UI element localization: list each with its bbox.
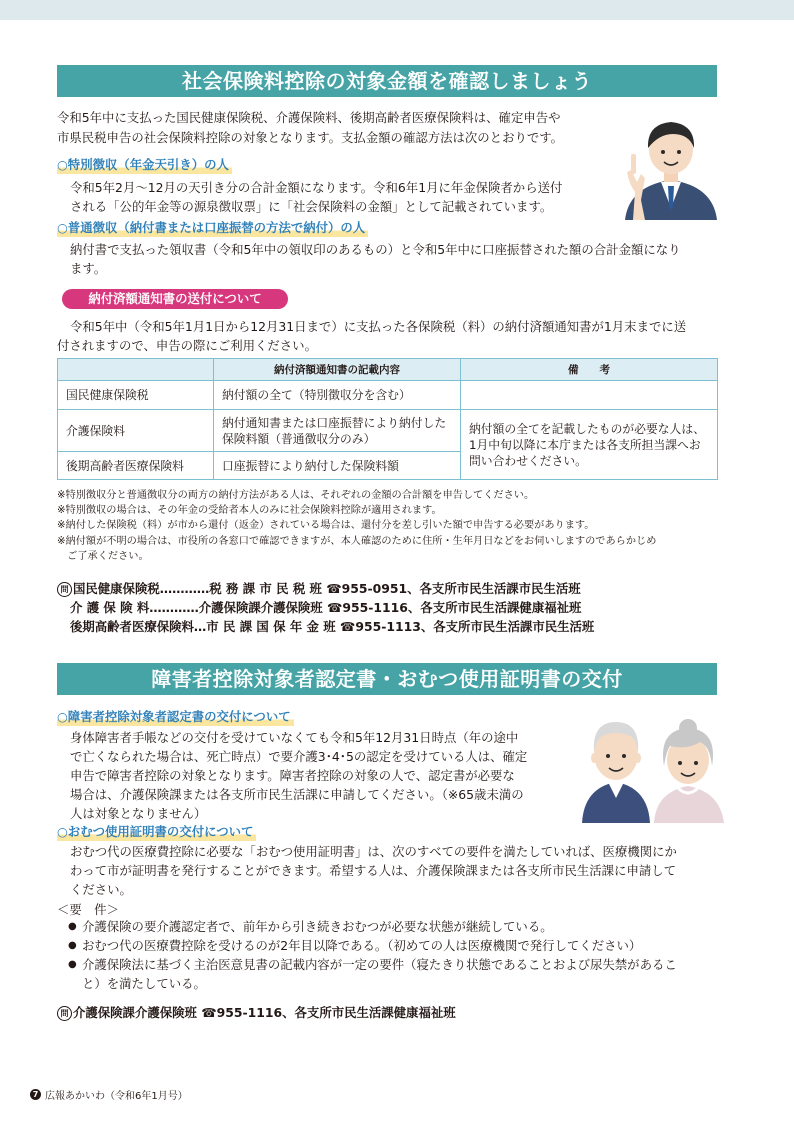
table-header-blank xyxy=(58,359,214,381)
top-band xyxy=(0,0,794,20)
table-cell-content: 納付通知書または口座振替により納付した保険料額（普通徴収分のみ） xyxy=(214,410,461,452)
section1-title: 社会保険料控除の対象金額を確認しましょう xyxy=(57,65,717,97)
table-cell-name: 後期高齢者医療保険料 xyxy=(58,452,214,480)
note-item: ※特別徴収の場合は、その年金の受給者本人のみに社会保険料控除が適用されます。 xyxy=(57,505,442,517)
contact-line: 後期高齢者医療保険料…市 民 課 国 保 年 金 班 ☎955-1113、各支所市民生活課市民生活班 xyxy=(70,619,595,634)
notice-line2: 付されますので、申告の際にご利用ください。 xyxy=(57,338,317,353)
notice-tag: 納付済額通知書の送付について xyxy=(62,289,288,309)
ordinary-collection-line1: 納付書で支払った領収書（令和5年中の領収印のあるもの）と令和5年中に口座振替された額の合計金額になり xyxy=(70,242,681,257)
note-item: ※特別徴収分と普通徴収分の両方の納付方法がある人は、それぞれの金額の合計額を申告してください。 xyxy=(57,490,535,501)
note-item: ご了承ください。 xyxy=(57,550,149,562)
section1-contacts xyxy=(57,579,594,636)
list-item: ● 介護保険法に基づく主治医意見書の記載内容が一定の要件（寝たきり状態であることおよび尿失禁があるこ と）を満たしている。 xyxy=(68,955,728,993)
table-cell-name: 国民健康保険税 xyxy=(58,381,214,410)
footer-publication: 広報あかいわ（令和6年1月号） xyxy=(45,1091,188,1102)
table-header-content: 納付済額通知書の記載内容 xyxy=(214,359,461,381)
payment-notice-table xyxy=(57,358,718,480)
notice-line1: 令和5年中（令和5年1月1日から12月31日まで）に支払った各保険税（料）の納付済額通知書が1月末までに送 xyxy=(70,319,687,334)
requirements-heading: ＜要 件＞ xyxy=(57,902,119,917)
table-cell-name: 介護保険料 xyxy=(58,410,214,452)
inquiry-mark-icon: 問 xyxy=(57,1006,72,1021)
requirements-list xyxy=(68,917,728,993)
section1-intro-line2: 市県民税申告の社会保険料控除の対象となります。支払金額の確認方法は次のとおりです。 xyxy=(57,130,564,145)
elderly-couple-illustration xyxy=(578,708,728,823)
special-collection-line2: される「公的年金等の源泉徴収票」に「社会保険料の金額」として記載されています。 xyxy=(70,199,553,214)
disability-certificate-text: 身体障害者手帳などの交付を受けていなくても令和5年12月31日時点（年の途中 で亡くなられた場合は、死亡時点）で要介護3･4･5の認定を受けている人は、確定 申告で障害者控除の対象となります。障害者控除の対象の人で、認定書が必要な 場合は、介護保険課または各支所市民生活課に申請してください。（※65歳未満の 人は対象となりません） xyxy=(70,730,528,821)
table-cell-content: 納付額の全て（特別徴収分を含む） xyxy=(214,381,461,410)
special-collection-line1: 令和5年2月～12月の天引き分の合計金額になります。令和6年1月に年金保険者から送付 xyxy=(70,180,563,195)
ordinary-collection-line2: ます。 xyxy=(70,261,107,276)
subhead-disability-certificate: ○障害者控除対象者認定書の交付について xyxy=(57,708,294,726)
inquiry-mark-icon: 問 xyxy=(57,582,72,597)
page-number: 7 xyxy=(30,1089,41,1100)
table-header-remarks: 備 考 xyxy=(461,359,718,381)
list-item: ● 介護保険の要介護認定者で、前年から引き続きおむつが必要な状態が継続している。 xyxy=(68,917,728,936)
table-row xyxy=(58,381,718,410)
diaper-certificate-text: おむつ代の医療費控除に必要な「おむつ使用証明書」は、次のすべての要件を満たしていれば、医療機関にか わって市が証明書を発行することができます。希望する人は、介護保険課または各支所市民生活課に申請して ください。 xyxy=(70,844,677,897)
contact-line: 介 護 保 険 料…………介護保険課介護保険班 ☎955-1116、各支所市民生活課健康福祉班 xyxy=(70,600,582,615)
list-item: ● おむつ代の医療費控除を受けるのが2年目以降である。（初めての人は医療機関で発行してください） xyxy=(68,936,728,955)
notes-list xyxy=(57,488,727,564)
businessman-illustration xyxy=(615,108,727,220)
section2-contact: 問 介護保険課介護保険班 ☎955-1116、各支所市民生活課健康福祉班 xyxy=(57,1003,456,1022)
table-cell-empty xyxy=(461,381,718,410)
page-footer xyxy=(30,1087,188,1102)
table-cell-remark: 納付額の全てを記載したものが必要な人は、1月中旬以降に本庁または各支所担当課へお問い合わせください。 xyxy=(461,410,718,480)
table-cell-content: 口座振替により納付した保険料額 xyxy=(214,452,461,480)
subhead-ordinary-collection: ○普通徴収（納付書または口座振替の方法で納付）の人 xyxy=(57,219,368,237)
subhead-diaper-certificate: ○おむつ使用証明書の交付について xyxy=(57,823,256,841)
note-item: ※納付額が不明の場合は、市役所の各窓口で確認できますが、本人確認のために住所・生年月日などをお伺いしますのであらかじめ xyxy=(57,535,657,547)
subhead-special-collection: ○特別徴収（年金天引き）の人 xyxy=(57,156,232,174)
section2-title: 障害者控除対象者認定書・おむつ使用証明書の交付 xyxy=(57,663,717,695)
note-item: ※納付した保険税（料）が市から還付（返金）されている場合は、還付分を差し引いた額で申告する必要があります。 xyxy=(57,520,595,532)
section1-intro-line1: 令和5年中に支払った国民健康保険税、介護保険料、後期高齢者医療保険料は、確定申告や xyxy=(57,110,561,125)
table-row xyxy=(58,410,718,452)
contact-line: 問 国民健康保険税…………税 務 課 市 民 税 班 ☎955-0951、各支所市民生活課市民生活班 xyxy=(57,579,594,598)
